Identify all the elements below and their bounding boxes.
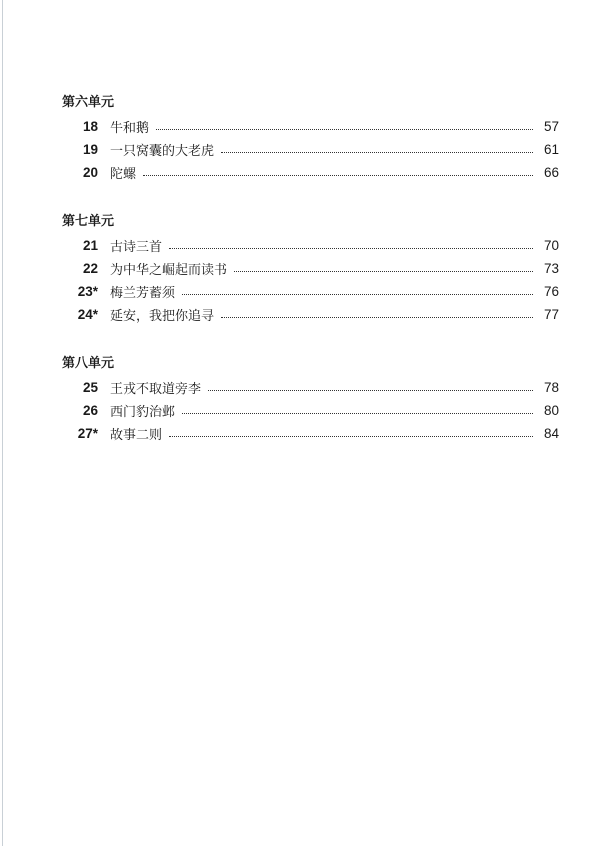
page-edge-rule [2,0,3,846]
toc-entry[interactable] [62,303,559,326]
toc-entry[interactable] [62,234,559,257]
lesson-number: 20 [82,165,98,180]
unit-7 [62,211,559,326]
lesson-title: 一只窝囊的大老虎 [110,144,215,159]
lesson-title: 梅兰芳蓄须 [110,286,176,301]
toc-entry[interactable] [62,280,559,303]
dot-leader [169,436,533,437]
lesson-number: 18 [82,119,98,134]
lesson-title: 王戎不取道旁李 [110,382,202,397]
lesson-number: 27* [77,426,98,441]
lesson-title: 陀螺 [110,167,137,182]
lesson-title: 故事二则 [110,428,163,443]
lesson-title: 牛和鹅 [110,121,150,136]
page-number: 78 [543,380,559,395]
page-number: 57 [543,119,559,134]
dot-leader [234,271,533,272]
toc-entry[interactable] [62,138,559,161]
dot-leader [169,248,533,249]
table-of-contents [62,92,559,472]
lesson-number: 22 [82,261,98,276]
unit-title: 第八单元 [62,356,115,371]
unit-6 [62,92,559,184]
dot-leader [221,317,533,318]
page-number: 84 [543,426,559,441]
page-number: 80 [543,403,559,418]
toc-entry[interactable] [62,422,559,445]
unit-8 [62,353,559,445]
page-number: 70 [543,238,559,253]
dot-leader [182,294,533,295]
dot-leader [208,390,533,391]
dot-leader [182,413,533,414]
toc-entry[interactable] [62,257,559,280]
dot-leader [156,129,533,130]
lesson-number: 21 [82,238,98,253]
lesson-number: 24* [77,307,98,322]
dot-leader [221,152,533,153]
lesson-number: 19 [82,142,98,157]
page-number: 61 [543,142,559,157]
page-number: 76 [543,284,559,299]
lesson-title: 古诗三首 [110,240,163,255]
toc-entry[interactable] [62,399,559,422]
unit-title: 第六单元 [62,95,115,110]
page-number: 66 [543,165,559,180]
lesson-number: 26 [82,403,98,418]
toc-entry[interactable] [62,376,559,399]
lesson-title: 为中华之崛起而读书 [110,263,228,278]
toc-entry[interactable] [62,115,559,138]
lesson-number: 23* [77,284,98,299]
lesson-number: 25 [82,380,98,395]
dot-leader [143,175,533,176]
page-number: 77 [543,307,559,322]
toc-entry[interactable] [62,161,559,184]
lesson-title: 西门豹治邺 [110,405,176,420]
page-number: 73 [543,261,559,276]
unit-title: 第七单元 [62,214,115,229]
lesson-title: 延安，我把你追寻 [110,309,215,324]
